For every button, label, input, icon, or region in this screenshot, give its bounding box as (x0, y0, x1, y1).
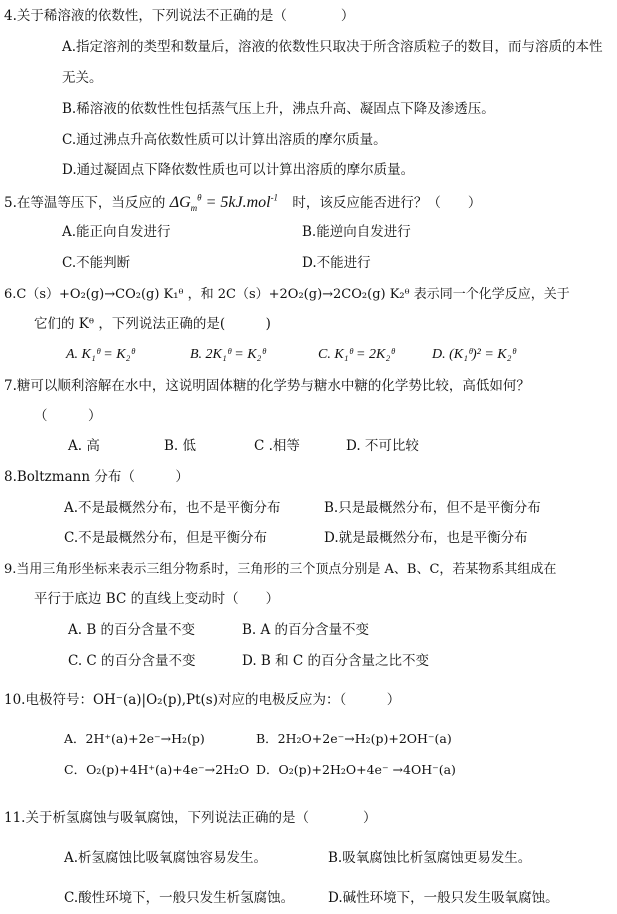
q5-option-a: A.能正向自发进行 (62, 224, 171, 240)
q6-stem-line1: 6.C（s）+O₂(g)→CO₂(g) K₁ᶿ ，和 2C（s）+2O₂(g)→2CO₂(g) K₂ᶿ 表示同一个化学反应，关于 (4, 287, 570, 302)
q9-option-d: D. B 和 C 的百分含量之比不变 (242, 653, 430, 669)
q5-stem-pre: 5.在等温等压下，当反应的 (4, 195, 166, 211)
q7-stem-line2: （ ） (34, 408, 102, 424)
q7-stem-line1: 7.糖可以顺利溶解在水中，这说明固体糖的化学势与糖水中糖的化学势比较，高低如何？ (4, 378, 530, 394)
q6-option-d: D. (K₁ᶿ)² = K₂ᶿ (432, 347, 516, 362)
q5-option-b: B.能逆向自发进行 (302, 224, 411, 240)
q7-option-d: D. 不可比较 (346, 438, 419, 454)
q7-option-a: A. 高 (68, 438, 100, 454)
q7-option-b: B. 低 (164, 438, 197, 454)
q9-stem-line1: 9.当用三角形坐标来表示三组分物系时，三角形的三个顶点分别是 A、B、C，若某物系其组成在 (4, 562, 557, 577)
q8-stem: 8.Boltzmann 分布（ ） (4, 469, 189, 485)
q11-option-d: D.碱性环境下，一般只发生吸氧腐蚀。 (328, 890, 559, 906)
q5-option-d: D.不能进行 (302, 255, 371, 271)
q9-option-c: C. C 的百分含量不变 (68, 653, 196, 669)
q6-option-b: B. 2K₁ᶿ = K₂ᶿ (190, 347, 266, 362)
q4-option-a-line1: A.指定溶剂的类型和数量后，溶液的依数性只取决于所含溶质粒子的数目，而与溶质的本性 (62, 39, 603, 55)
q6-stem-line2: 它们的 Kᶿ ，下列说法正确的是( ) (34, 316, 271, 332)
q8-option-c: C.不是最概然分布，但是平衡分布 (64, 530, 268, 546)
q8-option-d: D.就是最概然分布，也是平衡分布 (324, 530, 528, 546)
q5-stem (4, 192, 482, 214)
q5-formula: $\Delta G_m^\theta = 5kJ.mol^{-1}$ (169, 192, 279, 214)
q4-option-a-line2: 无关。 (62, 70, 103, 86)
q7-option-c: C .相等 (254, 438, 300, 454)
q4-option-c: C.通过沸点升高依数性质可以计算出溶质的摩尔质量。 (62, 132, 387, 148)
q4-option-d: D.通过凝固点下降依数性质也可以计算出溶质的摩尔质量。 (62, 162, 415, 178)
q9-option-a: A. B 的百分含量不变 (68, 622, 196, 638)
q11-option-a: A.析氢腐蚀比吸氧腐蚀容易发生。 (64, 850, 268, 866)
q5-option-c: C.不能判断 (62, 255, 131, 271)
q10-stem: 10.电极符号：OH⁻(a)|O₂(p),Pt(s)对应的电极反应为：（ ） (4, 692, 401, 708)
q11-stem: 11.关于析氢腐蚀与吸氧腐蚀，下列说法正确的是（ ） (4, 810, 377, 826)
q4-option-b: B.稀溶液的依数性性包括蒸气压上升，沸点升高、凝固点下降及渗透压。 (62, 101, 495, 117)
q8-option-b: B.只是最概然分布，但不是平衡分布 (324, 500, 541, 516)
q8-option-a: A.不是最概然分布，也不是平衡分布 (64, 500, 281, 516)
q9-stem-line2: 平行于底边 BC 的直线上变动时（ ） (34, 591, 280, 607)
q9-option-b: B. A 的百分含量不变 (242, 622, 370, 638)
q5-stem-post: 时，该反应能否进行？（ ） (292, 195, 482, 211)
q6-option-a: A. K₁ᶿ = K₂ᶿ (66, 347, 135, 362)
q4-stem: 4.关于稀溶液的依数性，下列说法不正确的是（ ） (4, 8, 355, 24)
q6-option-c: C. K₁ᶿ = 2K₂ᶿ (318, 347, 395, 362)
q10-option-a: A．2H⁺(a)+2e⁻→H₂(p) (64, 731, 205, 746)
q10-option-b: B．2H₂O+2e⁻→H₂(p)+2OH⁻(a) (256, 731, 452, 746)
q10-option-c: C．O₂(p)+4H⁺(a)+4e⁻→2H₂O (64, 762, 250, 777)
q11-option-b: B.吸氧腐蚀比析氢腐蚀更易发生。 (328, 850, 532, 866)
q10-option-d: D．O₂(p)+2H₂O+4e⁻ →4OH⁻(a) (256, 762, 456, 777)
q11-option-c: C.酸性环境下，一般只发生析氢腐蚀。 (64, 890, 295, 906)
